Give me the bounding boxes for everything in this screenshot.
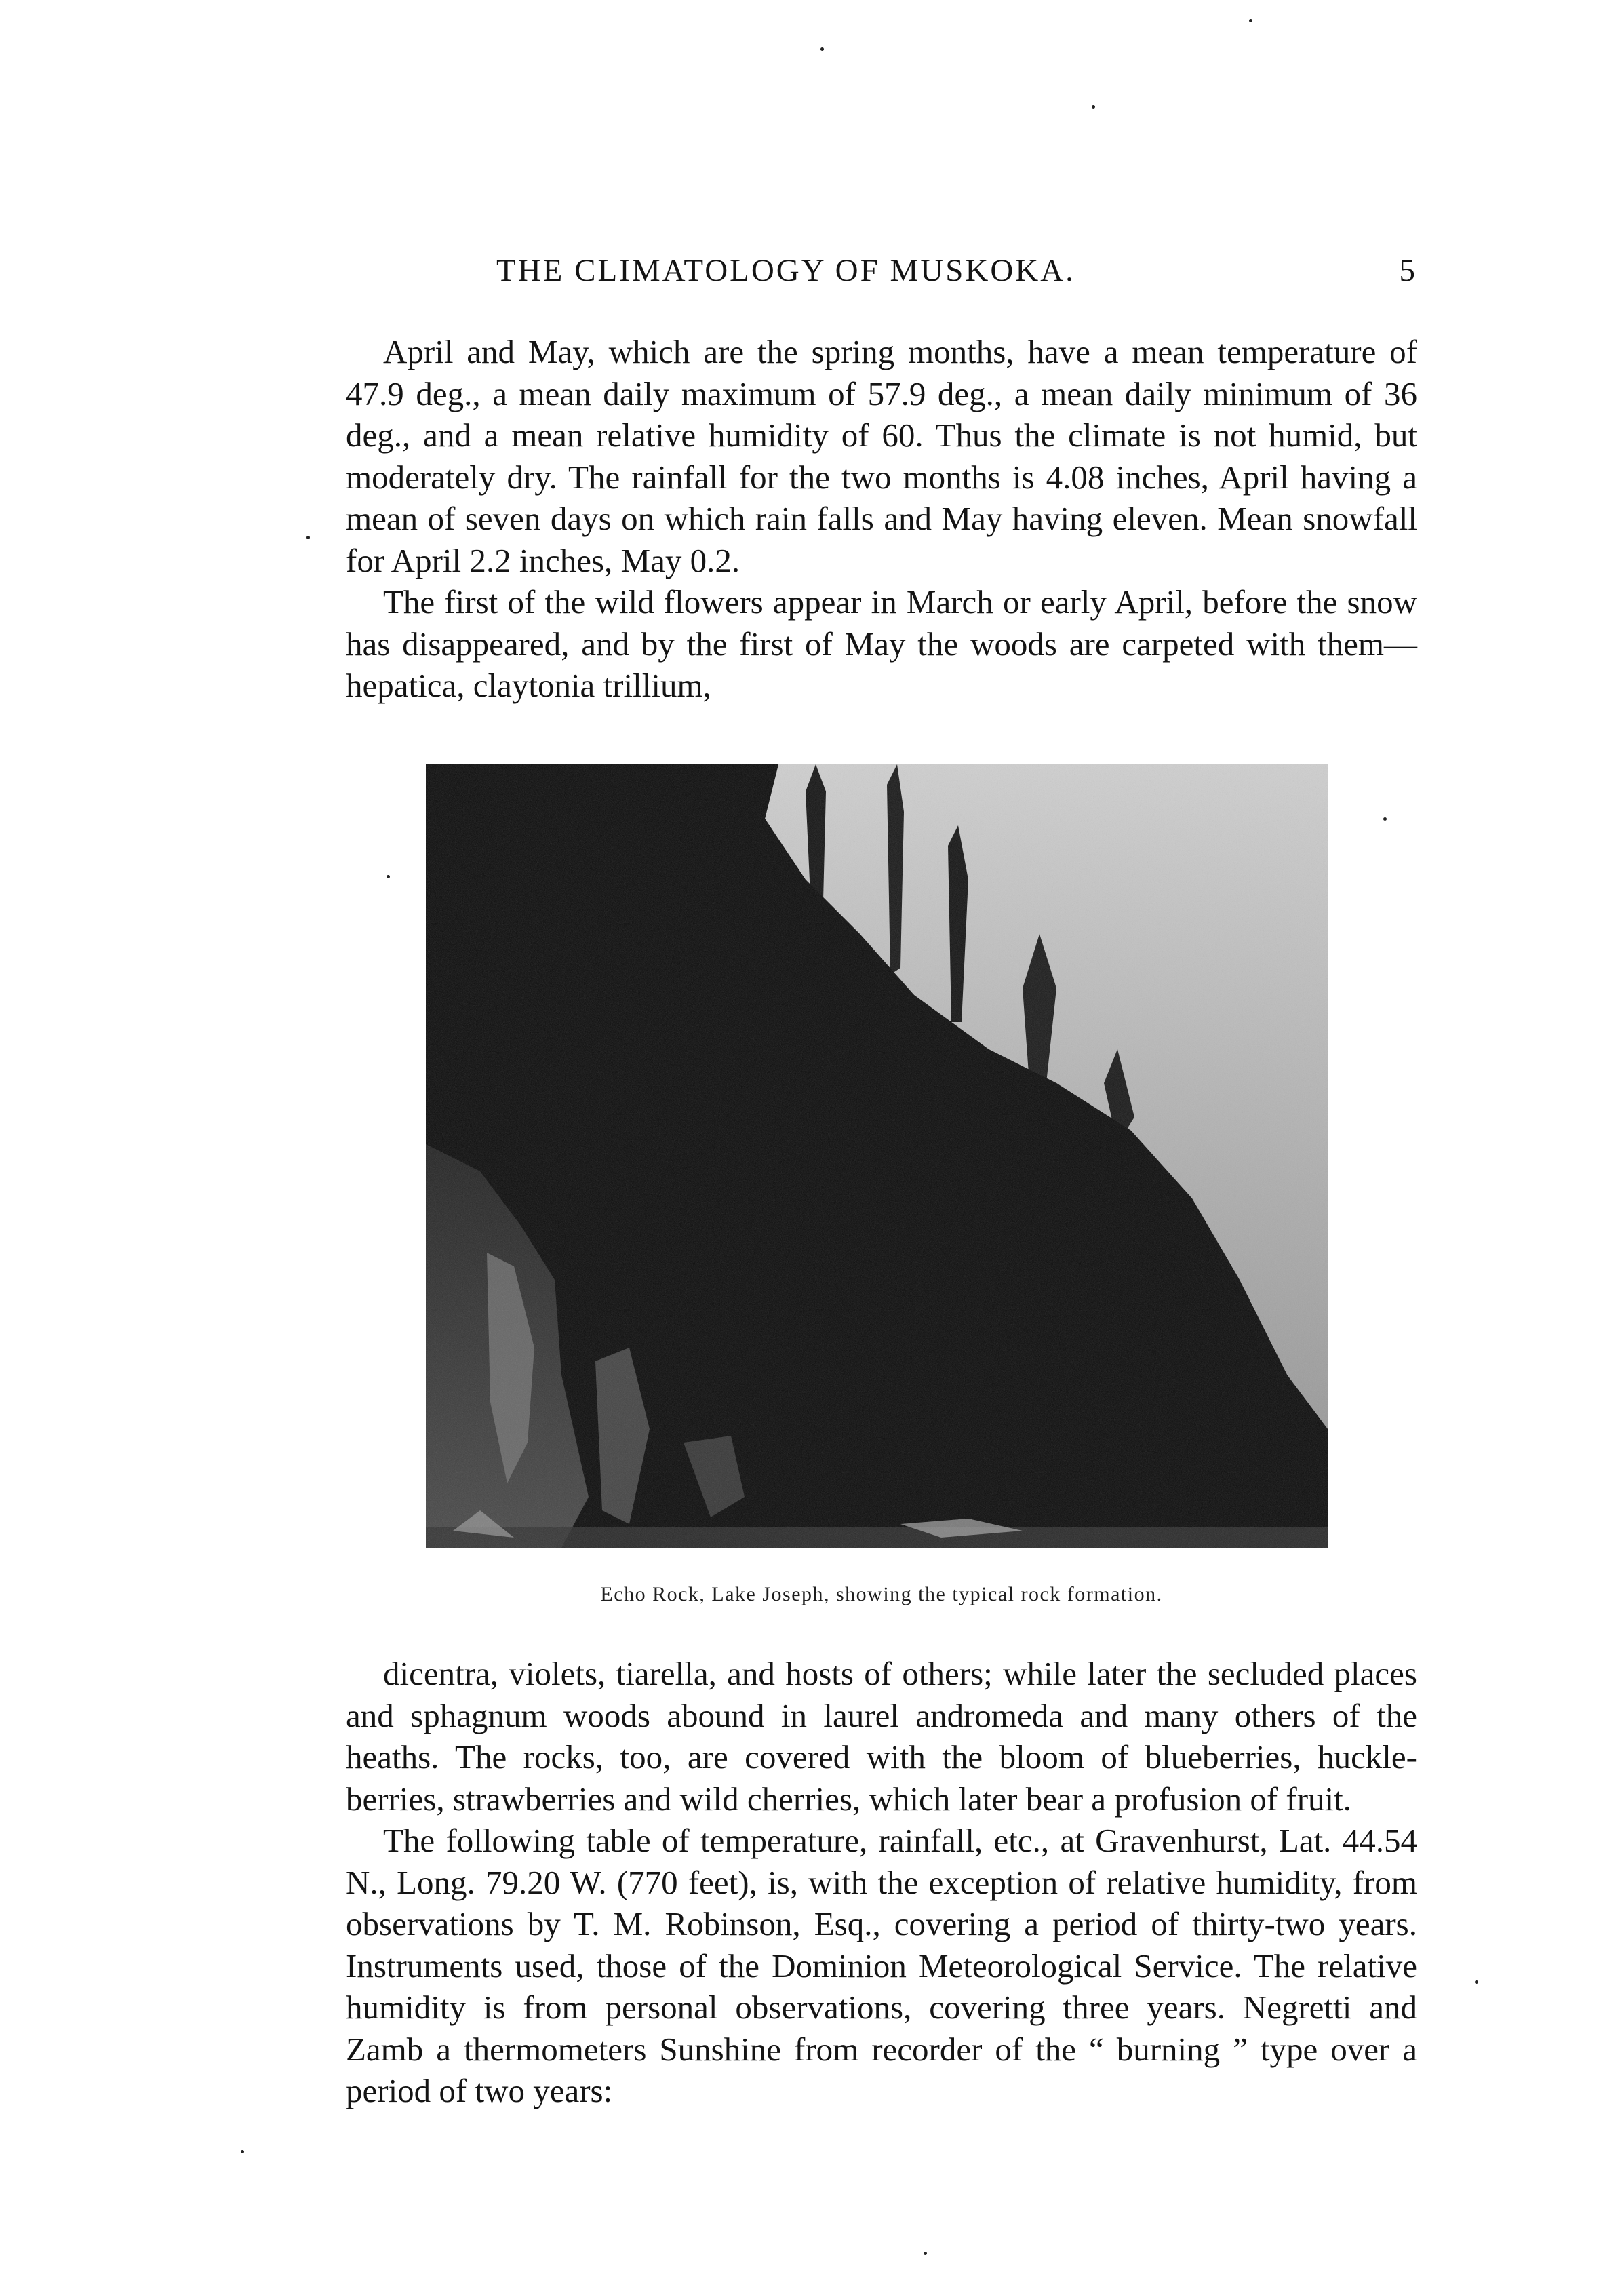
paragraph-wild-flowers: The first of the wild flowers appear in March or early April, before the snow has disappeared, and by the first of May the woods are carpeted with them—hepatica, claytonia trillium, (346, 583, 1417, 704)
scan-speck (387, 875, 390, 878)
running-head (346, 252, 1417, 300)
scan-speck (1475, 1980, 1478, 1984)
scan-speck (306, 536, 310, 539)
paragraph-table-intro: The following table of temperature, rainfall, etc., at Gravenhurst, Lat. 44.54 N., Long. 79.20 W. (770 feet), is, with the exception of relative humidity, from observations by T. M. Robinson, Esq., covering a period of thirty-two years. Instruments used, those of the Dominion Meteorological Service. The relative humidity is from personal observations, covering three years. Negretti and Zamb a thermometers Sunshine from recorder of the “ burning ” type over a period of two years: (346, 1822, 1417, 2109)
scan-speck (924, 2252, 927, 2255)
running-head-title: THE CLIMATOLOGY OF MUSKOKA. (496, 253, 1075, 288)
paragraph-spring-climate: April and May, which are the spring months, have a mean temperature of 47.9 deg., a mean daily maximum of 57.9 deg., a mean daily minimum of 36 deg., and a mean relative humidity of 60. Thus the climate is not humid, but moderately dry. The rainfall for the two months is 4.08 inches, April having a mean of seven days on which rain falls and May having eleven. Mean snowfall for April 2.2 inches, May 0.2. (346, 333, 1417, 579)
text-block-bottom (346, 1653, 1417, 2112)
page-number: 5 (1399, 253, 1417, 288)
text-block-top (346, 331, 1417, 707)
photograph-image (426, 764, 1328, 1548)
figure-caption: Echo Rock, Lake Joseph, showing the typical rock formation. (600, 1583, 1163, 1605)
scan-speck (1383, 817, 1387, 821)
scan-speck (241, 2150, 244, 2153)
scan-speck (820, 47, 824, 51)
photograph-echo-rock (426, 764, 1328, 1548)
scan-speck (1092, 105, 1095, 109)
paragraph-later-flowers: dicentra, violets, tiarella, and hosts of others; while later the secluded places and sphagnum woods abound in laurel andromeda and many others of the heaths. The rocks, too, are covered with the bloom of blueberries, huckle-berries, strawberries and wild cherries, which later bear a profusion of fruit. (346, 1655, 1417, 1818)
scan-speck (1249, 19, 1252, 22)
